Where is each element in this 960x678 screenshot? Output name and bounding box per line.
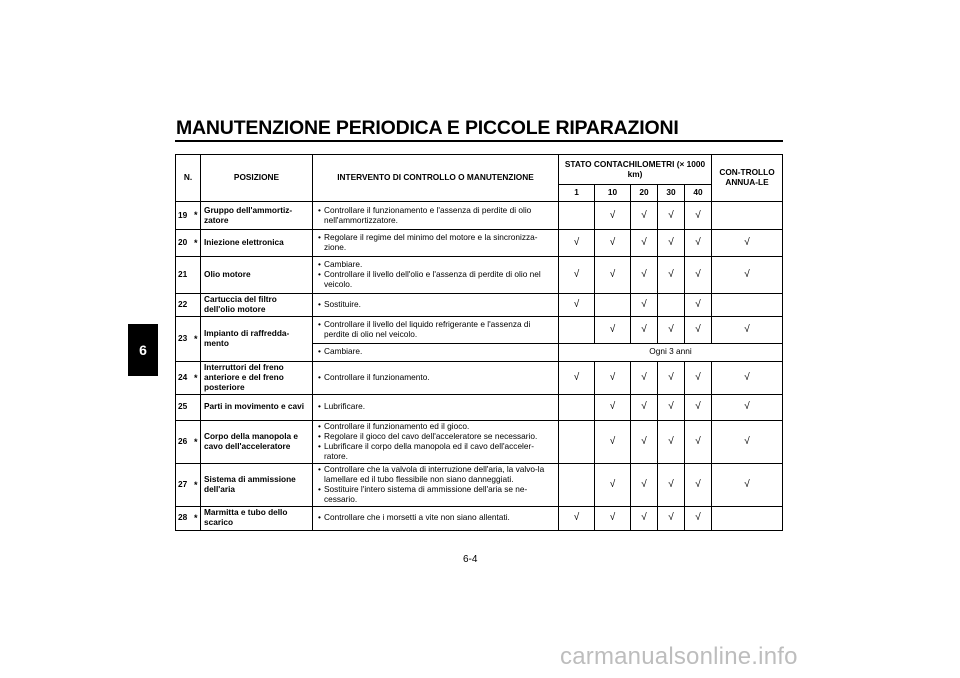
check-cell: √ xyxy=(685,361,712,394)
row-star: * xyxy=(192,361,201,394)
row-action xyxy=(313,230,559,257)
action-item: • Lubrificare il corpo della manopola ed il cavo dell'acceler-ratore. xyxy=(316,442,555,462)
check-cell: √ xyxy=(595,230,631,257)
check-cell: √ xyxy=(631,420,658,463)
check-cell: √ xyxy=(631,463,658,506)
header-km: 40 xyxy=(685,185,712,202)
action-item: • Controllare il livello del liquido refrigerante e l'assenza di perdite di olio nel veicolo. xyxy=(316,320,555,340)
row-action xyxy=(313,506,559,530)
check-cell: √ xyxy=(658,230,685,257)
check-cell: √ xyxy=(631,294,658,317)
row-star xyxy=(192,394,201,420)
action-list xyxy=(316,206,555,226)
check-cell: √ xyxy=(631,506,658,530)
check-cell xyxy=(712,294,783,317)
check-cell: √ xyxy=(712,420,783,463)
check-cell: √ xyxy=(595,361,631,394)
title-rule xyxy=(175,140,783,142)
check-cell: √ xyxy=(712,316,783,343)
action-list xyxy=(316,347,555,357)
check-cell: √ xyxy=(658,316,685,343)
table-row xyxy=(176,202,783,230)
check-cell: √ xyxy=(712,361,783,394)
check-cell xyxy=(559,420,595,463)
row-star: * xyxy=(192,230,201,257)
row-number: 25 xyxy=(176,394,192,420)
check-cell: √ xyxy=(658,394,685,420)
header-num: N. xyxy=(176,155,201,202)
check-cell: √ xyxy=(658,463,685,506)
row-star: * xyxy=(192,420,201,463)
action-list xyxy=(316,300,555,310)
action-list xyxy=(316,422,555,462)
maintenance-table xyxy=(175,154,783,531)
row-position: Interruttori del freno anteriore e del freno posteriore xyxy=(201,361,313,394)
interval-span: Ogni 3 anni xyxy=(559,343,783,361)
action-item: • Controllare il funzionamento. xyxy=(316,373,555,383)
action-item: • Controllare il livello dell'olio e l'assenza di perdite di olio nel veicolo. xyxy=(316,270,555,290)
header-km: 30 xyxy=(658,185,685,202)
check-cell: √ xyxy=(595,202,631,230)
header-annual: CON-TROLLO ANNUA-LE xyxy=(712,155,783,202)
check-cell: √ xyxy=(595,316,631,343)
check-cell: √ xyxy=(595,506,631,530)
row-number: 26 xyxy=(176,420,192,463)
row-position: Corpo della manopola e cavo dell'acceleratore xyxy=(201,420,313,463)
row-position: Gruppo dell'ammortiz-zatore xyxy=(201,202,313,230)
check-cell: √ xyxy=(559,257,595,294)
check-cell: √ xyxy=(685,463,712,506)
row-position: Iniezione elettronica xyxy=(201,230,313,257)
action-item: • Controllare il funzionamento e l'assenza di perdite di olio nell'ammortizzatore. xyxy=(316,206,555,226)
check-cell: √ xyxy=(658,361,685,394)
action-item: • Regolare il regime del minimo del motore e la sincronizza-zione. xyxy=(316,233,555,253)
table-row xyxy=(176,316,783,343)
row-action xyxy=(313,202,559,230)
row-star: * xyxy=(192,202,201,230)
table-row xyxy=(176,394,783,420)
row-number: 22 xyxy=(176,294,192,317)
page-number: 6-4 xyxy=(463,554,478,565)
row-action xyxy=(313,343,559,361)
table-row xyxy=(176,506,783,530)
check-cell xyxy=(559,316,595,343)
header-km: 10 xyxy=(595,185,631,202)
check-cell: √ xyxy=(559,506,595,530)
check-cell: √ xyxy=(631,257,658,294)
row-position: Parti in movimento e cavi xyxy=(201,394,313,420)
check-cell xyxy=(559,394,595,420)
row-position: Impianto di raffredda-mento xyxy=(201,316,313,361)
check-cell: √ xyxy=(685,316,712,343)
header-odometer: STATO CONTACHILOMETRI (× 1000 km) xyxy=(559,155,712,185)
row-position: Marmitta e tubo dello scarico xyxy=(201,506,313,530)
row-number: 20 xyxy=(176,230,192,257)
row-star xyxy=(192,257,201,294)
check-cell: √ xyxy=(559,230,595,257)
check-cell xyxy=(658,294,685,317)
check-cell: √ xyxy=(685,202,712,230)
row-number: 24 xyxy=(176,361,192,394)
check-cell: √ xyxy=(685,420,712,463)
row-number: 21 xyxy=(176,257,192,294)
check-cell: √ xyxy=(658,420,685,463)
check-cell: √ xyxy=(658,506,685,530)
check-cell: √ xyxy=(685,294,712,317)
header-km: 1 xyxy=(559,185,595,202)
check-cell: √ xyxy=(559,294,595,317)
check-cell xyxy=(595,294,631,317)
row-action xyxy=(313,420,559,463)
action-item: • Sostituire. xyxy=(316,300,555,310)
action-item: • Controllare il funzionamento ed il gioco. xyxy=(316,422,555,432)
table-row xyxy=(176,463,783,506)
table-row xyxy=(176,230,783,257)
check-cell: √ xyxy=(712,257,783,294)
check-cell: √ xyxy=(631,202,658,230)
action-list xyxy=(316,465,555,505)
row-action xyxy=(313,394,559,420)
action-list xyxy=(316,233,555,253)
check-cell: √ xyxy=(595,257,631,294)
chapter-tab: 6 xyxy=(128,324,158,376)
header-km: 20 xyxy=(631,185,658,202)
check-cell: √ xyxy=(595,420,631,463)
row-position: Sistema di ammissione dell'aria xyxy=(201,463,313,506)
action-item: • Regolare il gioco del cavo dell'acceleratore se necessario. xyxy=(316,432,555,442)
action-list xyxy=(316,260,555,290)
row-number: 23 xyxy=(176,316,192,361)
action-item: • Controllare che la valvola di interruzione dell'aria, la valvo-la lamellare ed il tubo flessibile non siano danneggiati. xyxy=(316,465,555,485)
row-position: Cartuccia del filtro dell'olio motore xyxy=(201,294,313,317)
row-star xyxy=(192,294,201,317)
check-cell: √ xyxy=(631,394,658,420)
check-cell: √ xyxy=(595,463,631,506)
action-item: • Lubrificare. xyxy=(316,402,555,412)
check-cell: √ xyxy=(658,202,685,230)
row-action xyxy=(313,294,559,317)
row-star: * xyxy=(192,506,201,530)
check-cell: √ xyxy=(685,394,712,420)
check-cell: √ xyxy=(595,394,631,420)
check-cell: √ xyxy=(712,463,783,506)
check-cell xyxy=(559,463,595,506)
row-action xyxy=(313,361,559,394)
check-cell: √ xyxy=(631,230,658,257)
check-cell: √ xyxy=(658,257,685,294)
row-star: * xyxy=(192,316,201,361)
page-title: MANUTENZIONE PERIODICA E PICCOLE RIPARAZIONI xyxy=(176,117,679,139)
row-action xyxy=(313,463,559,506)
check-cell: √ xyxy=(631,316,658,343)
row-action xyxy=(313,316,559,343)
row-number: 28 xyxy=(176,506,192,530)
row-position: Olio motore xyxy=(201,257,313,294)
table-row xyxy=(176,257,783,294)
check-cell xyxy=(559,202,595,230)
table-body xyxy=(176,202,783,531)
check-cell: √ xyxy=(712,230,783,257)
action-list xyxy=(316,513,555,523)
table-row xyxy=(176,361,783,394)
header-position: POSIZIONE xyxy=(201,155,313,202)
row-action xyxy=(313,257,559,294)
check-cell: √ xyxy=(631,361,658,394)
row-number: 27 xyxy=(176,463,192,506)
header-action: INTERVENTO DI CONTROLLO O MANUTENZIONE xyxy=(313,155,559,202)
check-cell: √ xyxy=(559,361,595,394)
table-row xyxy=(176,420,783,463)
action-item: • Controllare che i morsetti a vite non siano allentati. xyxy=(316,513,555,523)
table-row xyxy=(176,294,783,317)
action-item: • Sostituire l'intero sistema di ammissione dell'aria se ne-cessario. xyxy=(316,485,555,505)
check-cell xyxy=(712,202,783,230)
check-cell: √ xyxy=(712,394,783,420)
action-item: • Cambiare. xyxy=(316,260,555,270)
check-cell: √ xyxy=(685,257,712,294)
action-item: • Cambiare. xyxy=(316,347,555,357)
check-cell: √ xyxy=(685,230,712,257)
row-star: * xyxy=(192,463,201,506)
watermark: carmanualsonline.info xyxy=(560,643,798,670)
check-cell xyxy=(712,506,783,530)
action-list xyxy=(316,373,555,383)
action-list xyxy=(316,402,555,412)
check-cell: √ xyxy=(685,506,712,530)
action-list xyxy=(316,320,555,340)
row-number: 19 xyxy=(176,202,192,230)
